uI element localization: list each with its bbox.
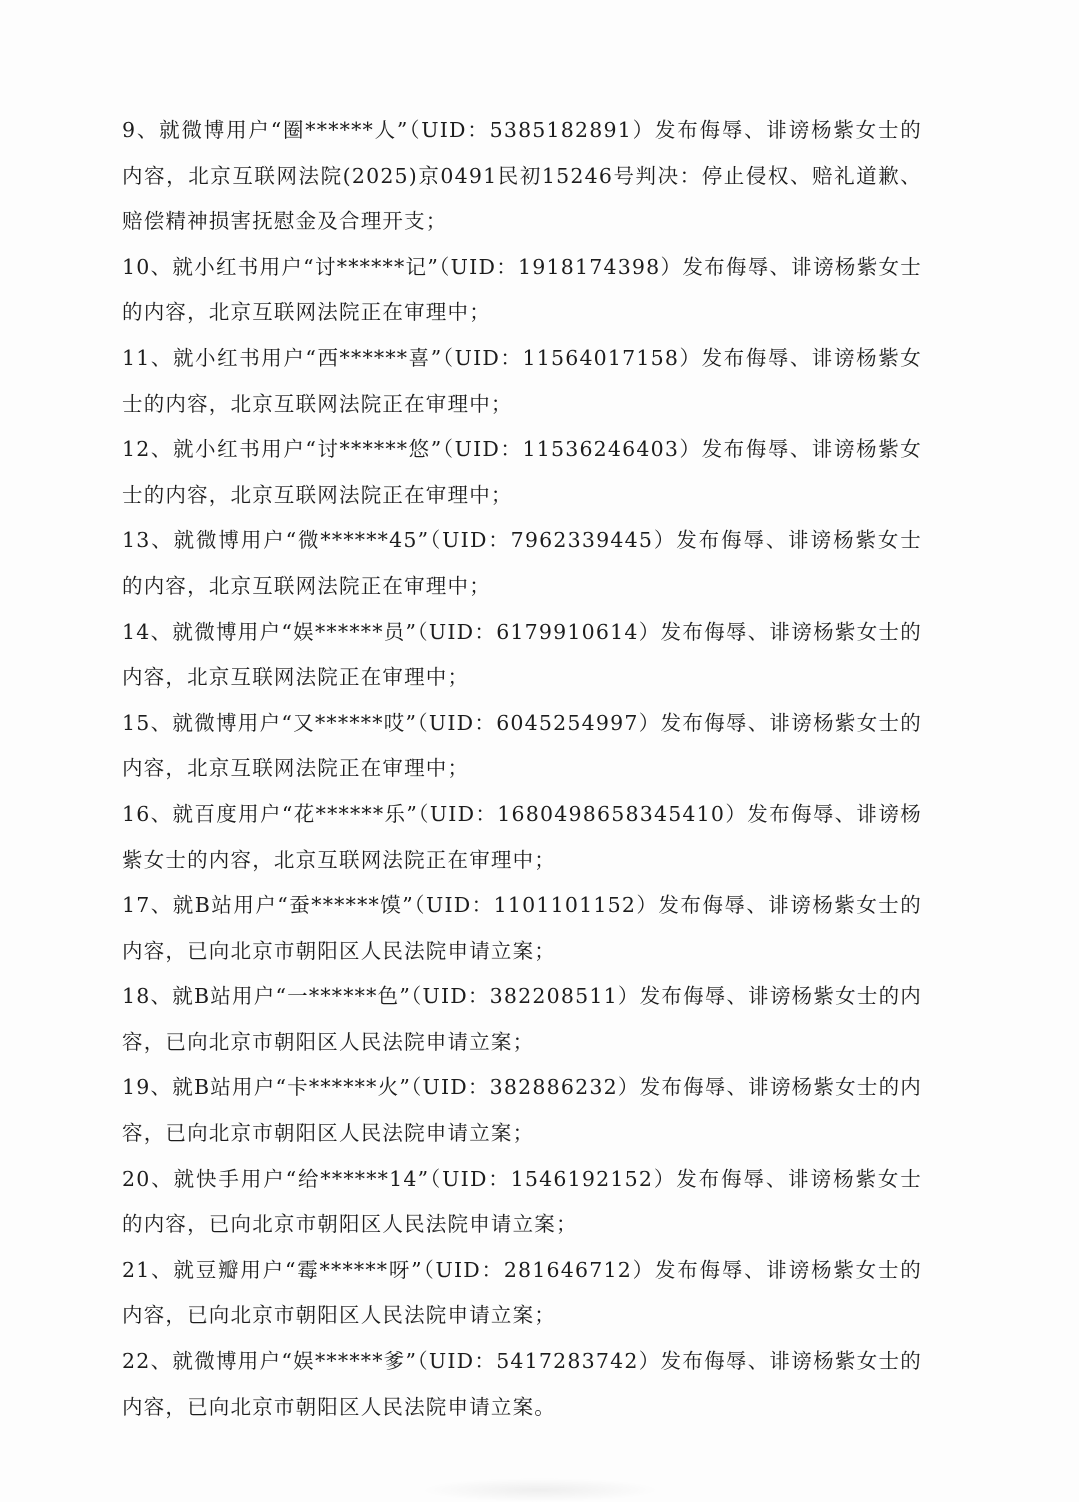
list-item — [122, 518, 922, 609]
item-text: 、就微博用户“圈******人”（UID：5385182891）发布侮辱、诽谤杨紫女士的内容，北京互联网法院(2025)京0491民初15246号判决：停止侵权、赔礼道歉、赔偿精神损害抚慰金及合理开支； — [122, 118, 922, 234]
list-item — [122, 245, 922, 336]
item-number: 21 — [122, 1257, 151, 1282]
item-number: 12 — [122, 437, 151, 462]
list-item — [122, 701, 922, 792]
item-text: 、就B站用户“一******色”（UID：382208511）发布侮辱、诽谤杨紫女士的内容，已向北京市朝阳区人民法院申请立案； — [122, 984, 922, 1054]
item-number: 18 — [122, 984, 151, 1009]
item-number: 19 — [122, 1075, 151, 1100]
item-number: 13 — [122, 528, 151, 553]
item-number: 10 — [122, 254, 151, 279]
list-item — [122, 1248, 922, 1339]
item-text: 、就微博用户“娱******爹”（UID：5417283742）发布侮辱、诽谤杨紫女士的内容，已向北京市朝阳区人民法院申请立案。 — [122, 1349, 922, 1419]
item-text: 、就小红书用户“讨******悠”（UID：11536246403）发布侮辱、诽谤杨紫女士的内容，北京互联网法院正在审理中； — [122, 437, 922, 507]
item-text: 、就快手用户“给******14”（UID：1546192152）发布侮辱、诽谤杨紫女士的内容，已向北京市朝阳区人民法院申请立案； — [122, 1166, 922, 1237]
list-item — [122, 610, 922, 701]
item-number: 14 — [122, 619, 151, 644]
list-item — [122, 792, 922, 883]
list-item — [122, 1157, 922, 1248]
item-number: 11 — [122, 345, 151, 370]
item-text: 、就小红书用户“讨******记”（UID：1918174398）发布侮辱、诽谤杨紫女士的内容，北京互联网法院正在审理中； — [122, 254, 922, 325]
list-item — [122, 974, 922, 1065]
item-number: 9 — [122, 118, 137, 142]
list-item — [122, 336, 922, 427]
item-number: 17 — [122, 893, 151, 918]
list-item — [122, 1339, 922, 1430]
list-item — [122, 1065, 922, 1156]
list-item — [122, 883, 922, 974]
item-number: 16 — [122, 801, 151, 826]
list-item — [122, 108, 922, 245]
item-number: 20 — [122, 1166, 151, 1191]
item-number: 15 — [122, 710, 151, 735]
item-text: 、就百度用户“花******乐”（UID：1680498658345410）发布侮辱、诽谤杨紫女士的内容，北京互联网法院正在审理中； — [122, 801, 922, 872]
document-body — [122, 108, 922, 1430]
item-text: 、就B站用户“卡******火”（UID：382886232）发布侮辱、诽谤杨紫女士的内容，已向北京市朝阳区人民法院申请立案； — [122, 1075, 922, 1146]
item-text: 、就小红书用户“西******喜”（UID：11564017158）发布侮辱、诽谤杨紫女士的内容，北京互联网法院正在审理中； — [122, 345, 922, 416]
item-text: 、就豆瓣用户“霉******呀”（UID：281646712）发布侮辱、诽谤杨紫女士的内容，已向北京市朝阳区人民法院申请立案； — [122, 1257, 922, 1328]
item-text: 、就微博用户“微******45”（UID：7962339445）发布侮辱、诽谤杨紫女士的内容，北京互联网法院正在审理中； — [122, 528, 922, 598]
item-number: 22 — [122, 1349, 151, 1374]
item-text: 、就微博用户“娱******员”（UID：6179910614）发布侮辱、诽谤杨紫女士的内容，北京互联网法院正在审理中； — [122, 619, 922, 690]
item-text: 、就微博用户“又******哎”（UID：6045254997）发布侮辱、诽谤杨紫女士的内容，北京互联网法院正在审理中； — [122, 710, 922, 781]
item-text: 、就B站用户“蚕******馍”（UID：1101101152）发布侮辱、诽谤杨紫女士的内容，已向北京市朝阳区人民法院申请立案； — [122, 893, 922, 963]
list-item — [122, 427, 922, 518]
scan-shadow — [420, 1478, 660, 1502]
